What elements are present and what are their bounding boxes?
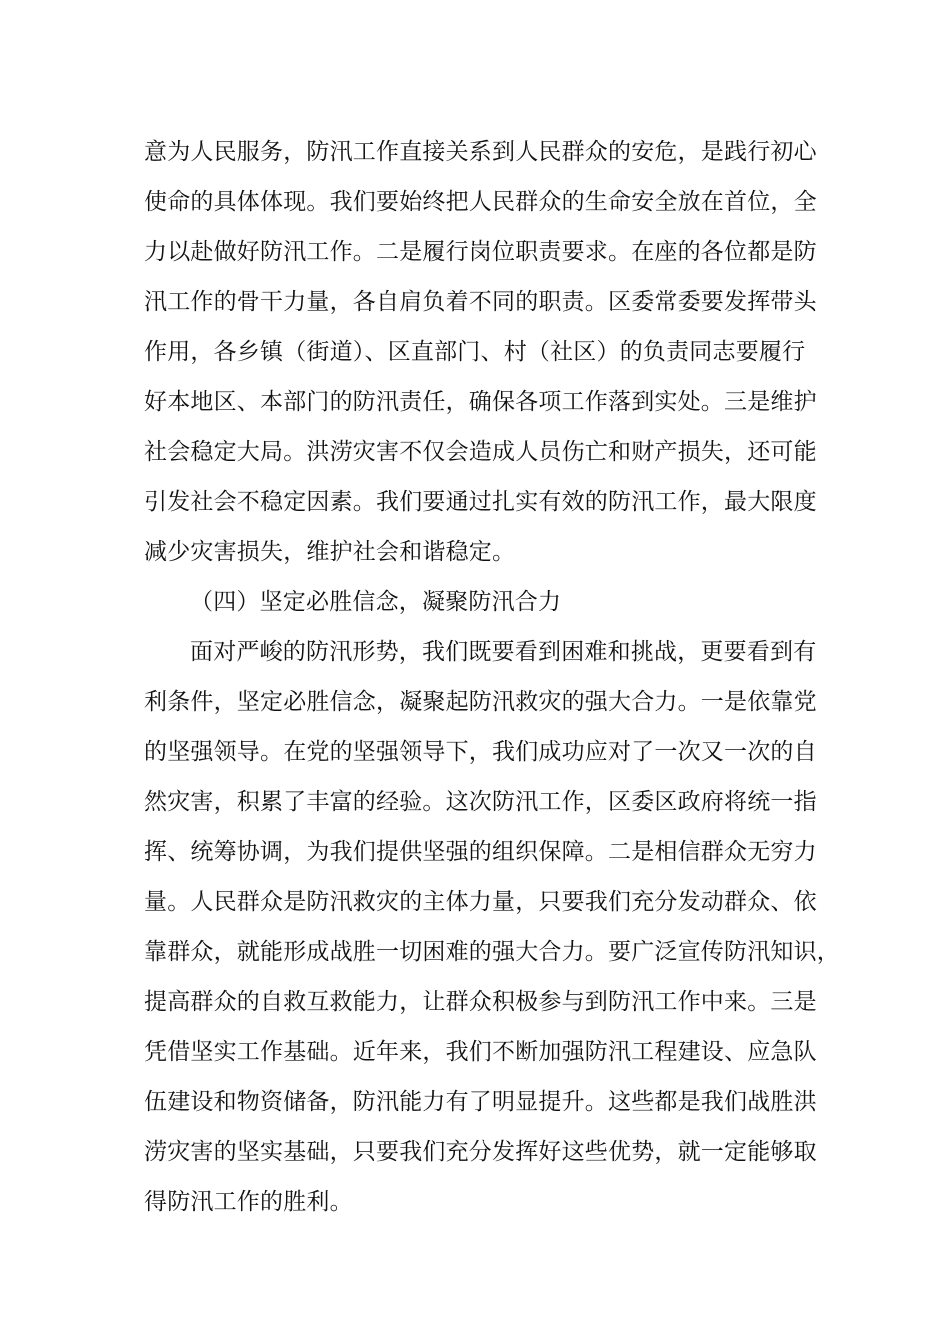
text-line: 提高群众的自救互救能力，让群众积极参与到防汛工作中来。三是 <box>144 989 817 1015</box>
text-line: 使命的具体体现。我们要始终把人民群众的生命安全放在首位，全 <box>144 189 817 215</box>
text-line: 涝灾害的坚实基础，只要我们充分发挥好这些优势，就一定能够取 <box>144 1139 817 1165</box>
text-line: 伍建设和物资储备，防汛能力有了明显提升。这些都是我们战胜洪 <box>144 1089 817 1115</box>
text-line: 汛工作的骨干力量，各自肩负着不同的职责。区委常委要发挥带头 <box>144 289 817 315</box>
text-line: 挥、统筹协调，为我们提供坚强的组织保障。二是相信群众无穷力 <box>144 839 817 865</box>
text-line: 好本地区、本部门的防汛责任，确保各项工作落到实处。三是维护 <box>144 389 817 415</box>
text-line: 凭借坚实工作基础。近年来，我们不断加强防汛工程建设、应急队 <box>144 1039 817 1065</box>
text-line: 作用，各乡镇（街道）、区直部门、村（社区）的负责同志要履行 <box>144 339 806 365</box>
text-line: 量。人民群众是防汛救灾的主体力量，只要我们充分发动群众、依 <box>144 889 817 915</box>
text-line: 社会稳定大局。洪涝灾害不仅会造成人员伤亡和财产损失，还可能 <box>144 439 817 465</box>
text-line: 引发社会不稳定因素。我们要通过扎实有效的防汛工作，最大限度 <box>144 489 817 515</box>
text-line: 得防汛工作的胜利。 <box>144 1189 353 1215</box>
text-line: 力以赴做好防汛工作。二是履行岗位职责要求。在座的各位都是防 <box>144 239 817 265</box>
text-line: 的坚强领导。在党的坚强领导下，我们成功应对了一次又一次的自 <box>144 739 817 765</box>
text-line: 面对严峻的防汛形势，我们既要看到困难和挑战，更要看到有 <box>190 639 817 665</box>
text-line: 然灾害，积累了丰富的经验。这次防汛工作，区委区政府将统一指 <box>144 789 817 815</box>
text-line: 利条件，坚定必胜信念，凝聚起防汛救灾的强大合力。一是依靠党 <box>144 689 817 715</box>
text-line: 减少灾害损失，维护社会和谐稳定。 <box>144 539 516 565</box>
section-heading: （四）坚定必胜信念，凝聚防汛合力 <box>190 589 562 615</box>
text-line: 靠群众，就能形成战胜一切困难的强大合力。要广泛宣传防汛知识， <box>144 939 840 965</box>
text-line: 意为人民服务，防汛工作直接关系到人民群众的安危，是践行初心 <box>144 139 817 165</box>
